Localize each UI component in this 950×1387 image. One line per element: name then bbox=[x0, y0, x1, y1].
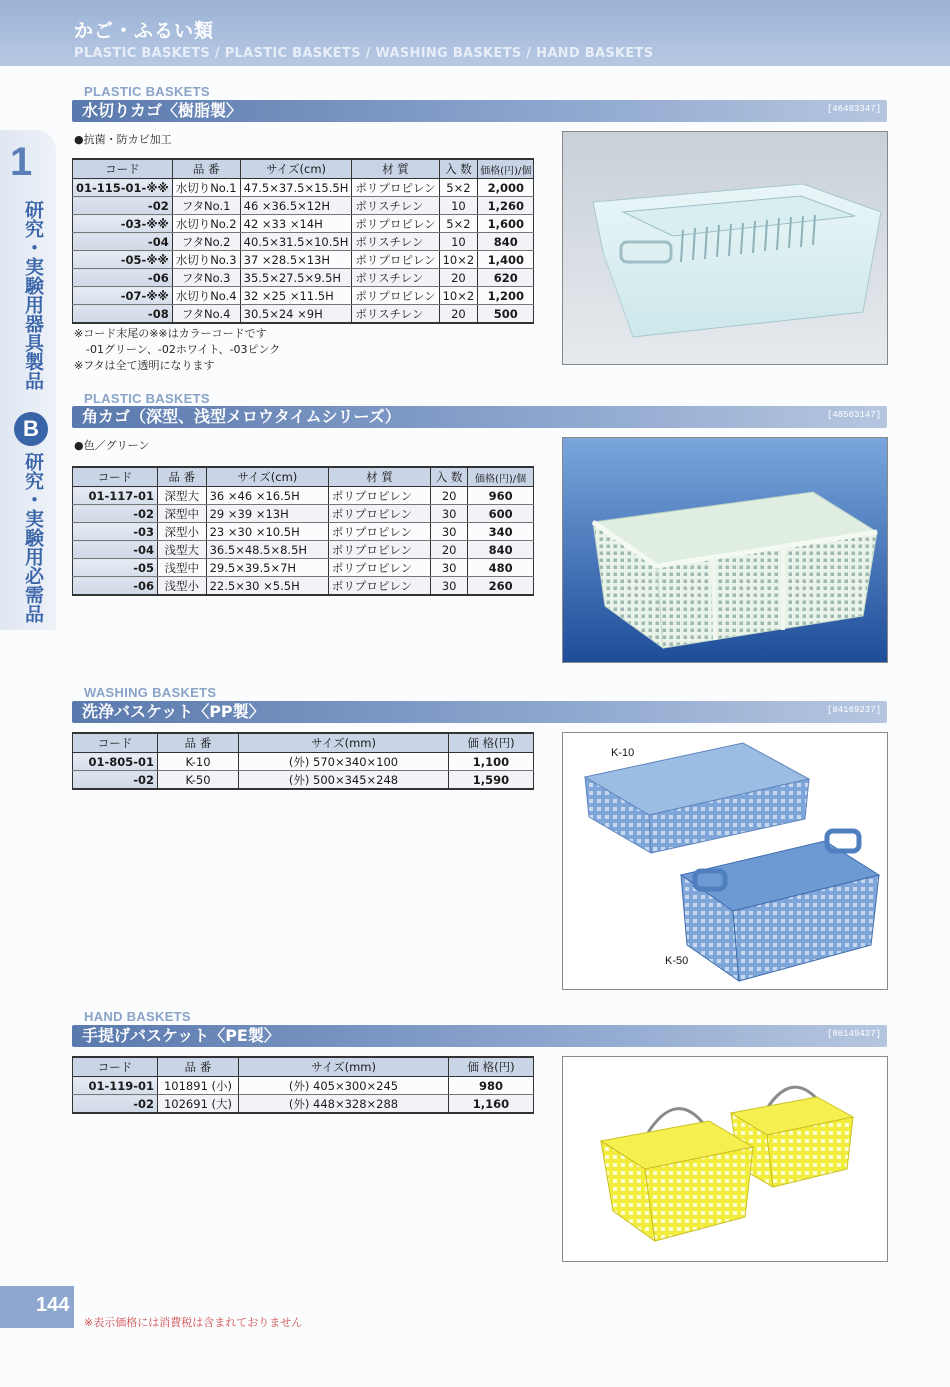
cell-size: (外) 570×340×100 bbox=[239, 753, 449, 771]
cell-code: -06 bbox=[73, 269, 173, 287]
cell-item: 水切りNo.2 bbox=[172, 215, 240, 233]
section-badge: B bbox=[14, 412, 48, 446]
section1-title-bar bbox=[72, 100, 887, 122]
col-size: サイズ(cm) bbox=[206, 467, 328, 487]
section2-code: [48563147] bbox=[826, 410, 881, 420]
cell-code: -02 bbox=[73, 197, 173, 215]
cell-code: -03 bbox=[73, 523, 158, 541]
cell-material: ポリプロピレン bbox=[352, 179, 439, 197]
cell-size: 36.5×48.5×8.5H bbox=[206, 541, 328, 559]
photo-label-k10: K-10 bbox=[611, 747, 635, 759]
cell-price: 960 bbox=[468, 487, 534, 505]
cell-code: -02 bbox=[73, 505, 158, 523]
cell-size: 22.5×30 ×5.5H bbox=[206, 577, 328, 596]
table-header-row bbox=[73, 733, 534, 753]
table-row bbox=[73, 215, 534, 233]
cell-qty: 5×2 bbox=[439, 179, 478, 197]
section3-en-heading: WASHING BASKETS bbox=[84, 685, 217, 700]
cell-code: -05-※※ bbox=[73, 251, 173, 269]
section1-code: [46483347] bbox=[826, 104, 881, 114]
table-row bbox=[73, 197, 534, 215]
section1-footnote-3: ※フタは全て透明になります bbox=[74, 359, 215, 372]
cell-size: 30.5×24 ×9H bbox=[240, 305, 352, 324]
cell-item: フタNo.3 bbox=[172, 269, 240, 287]
table-row bbox=[73, 753, 534, 771]
section4-en-heading: HAND BASKETS bbox=[84, 1009, 191, 1024]
section-title: 研究・実験用必需品 bbox=[22, 452, 44, 623]
hand-basket-photo bbox=[562, 1056, 888, 1262]
section3-table bbox=[72, 732, 534, 790]
cell-price: 340 bbox=[468, 523, 534, 541]
section1-note: ●抗菌・防カビ加工 bbox=[74, 133, 172, 146]
cell-material: ポリスチレン bbox=[352, 269, 439, 287]
cell-item: 水切りNo.4 bbox=[172, 287, 240, 305]
cell-material: ポリプロピレン bbox=[352, 287, 439, 305]
cell-item: 水切りNo.3 bbox=[172, 251, 240, 269]
table-header-row bbox=[73, 1057, 534, 1077]
col-price: 価格(円)/個 bbox=[468, 467, 534, 487]
cell-price: 1,160 bbox=[449, 1095, 534, 1114]
cell-qty: 10 bbox=[439, 233, 478, 251]
col-price: 価 格(円) bbox=[449, 1057, 534, 1077]
section3-title-bar bbox=[72, 701, 887, 723]
table-header-row bbox=[73, 159, 534, 179]
cell-item: フタNo.1 bbox=[172, 197, 240, 215]
col-item: 品 番 bbox=[172, 159, 240, 179]
table-row bbox=[73, 559, 534, 577]
cell-material: ポリプロピレン bbox=[328, 487, 430, 505]
cell-qty: 30 bbox=[431, 577, 468, 596]
cell-qty: 10 bbox=[439, 197, 478, 215]
section3-title: 洗浄バスケット〈PP製〉 bbox=[82, 702, 265, 721]
cell-item: 浅型中 bbox=[158, 559, 207, 577]
cell-size: 40.5×31.5×10.5H bbox=[240, 233, 352, 251]
cell-price: 600 bbox=[468, 505, 534, 523]
cell-price: 1,590 bbox=[449, 771, 534, 790]
drain-basket-photo bbox=[562, 131, 888, 365]
table-row bbox=[73, 305, 534, 324]
cell-size: 37 ×28.5×13H bbox=[240, 251, 352, 269]
cell-material: ポリスチレン bbox=[352, 305, 439, 324]
cell-qty: 5×2 bbox=[439, 215, 478, 233]
section1-title: 水切りカゴ〈樹脂製〉 bbox=[82, 101, 243, 120]
cell-size: (外) 500×345×248 bbox=[239, 771, 449, 790]
page-number: 144 bbox=[36, 1294, 70, 1316]
section1-table bbox=[72, 158, 534, 324]
cell-item: 水切りNo.1 bbox=[172, 179, 240, 197]
table-row bbox=[73, 269, 534, 287]
cell-item: 102691 (大) bbox=[158, 1095, 239, 1114]
cell-item: 深型中 bbox=[158, 505, 207, 523]
cell-code: -04 bbox=[73, 541, 158, 559]
cell-size: 35.5×27.5×9.5H bbox=[240, 269, 352, 287]
col-item: 品 番 bbox=[158, 467, 207, 487]
cell-code: -02 bbox=[73, 1095, 158, 1114]
col-code: コード bbox=[73, 467, 158, 487]
section3-code: [84169237] bbox=[826, 705, 881, 715]
cell-item: 浅型小 bbox=[158, 577, 207, 596]
col-price: 価 格(円) bbox=[449, 733, 534, 753]
col-material: 材 質 bbox=[352, 159, 439, 179]
cell-size: (外) 448×328×288 bbox=[239, 1095, 449, 1114]
cell-item: 101891 (小) bbox=[158, 1077, 239, 1095]
cell-price: 1,100 bbox=[449, 753, 534, 771]
cell-code: -04 bbox=[73, 233, 173, 251]
cell-item: K-50 bbox=[158, 771, 239, 790]
cell-price: 840 bbox=[468, 541, 534, 559]
section2-title: 角カゴ（深型、浅型メロウタイムシリーズ） bbox=[82, 407, 401, 426]
cell-price: 620 bbox=[478, 269, 534, 287]
table-row bbox=[73, 233, 534, 251]
cell-price: 1,200 bbox=[478, 287, 534, 305]
cell-code: -06 bbox=[73, 577, 158, 596]
cell-price: 480 bbox=[468, 559, 534, 577]
cell-size: 29.5×39.5×7H bbox=[206, 559, 328, 577]
cell-code: -02 bbox=[73, 771, 158, 790]
cell-price: 1,600 bbox=[478, 215, 534, 233]
cell-item: 深型小 bbox=[158, 523, 207, 541]
cell-code: -03-※※ bbox=[73, 215, 173, 233]
col-size: サイズ(mm) bbox=[239, 1057, 449, 1077]
chapter-title: 研究・実験用器具製品 bbox=[22, 200, 44, 390]
section1-en-heading: PLASTIC BASKETS bbox=[84, 84, 210, 99]
cell-qty: 30 bbox=[431, 559, 468, 577]
section2-table bbox=[72, 466, 534, 596]
col-code: コード bbox=[73, 1057, 158, 1077]
cell-size: 29 ×39 ×13H bbox=[206, 505, 328, 523]
col-code: コード bbox=[73, 159, 173, 179]
cell-material: ポリスチレン bbox=[352, 233, 439, 251]
page-title: かご・ふるい類 bbox=[74, 20, 215, 42]
cell-material: ポリプロピレン bbox=[352, 251, 439, 269]
cell-material: ポリプロピレン bbox=[328, 559, 430, 577]
table-row bbox=[73, 1077, 534, 1095]
cell-qty: 20 bbox=[431, 541, 468, 559]
cell-price: 1,260 bbox=[478, 197, 534, 215]
footer-tax-note: ※表示価格には消費税は含まれておりません bbox=[84, 1316, 303, 1329]
table-row bbox=[73, 1095, 534, 1114]
cell-material: ポリプロピレン bbox=[352, 215, 439, 233]
section2-title-bar bbox=[72, 406, 887, 428]
cell-price: 260 bbox=[468, 577, 534, 596]
cell-price: 840 bbox=[478, 233, 534, 251]
cell-size: 47.5×37.5×15.5H bbox=[240, 179, 352, 197]
section1-footnote-2: -01グリーン、-02ホワイト、-03ピンク bbox=[86, 343, 281, 356]
col-item: 品 番 bbox=[158, 733, 239, 753]
section4-title: 手提げバスケット〈PE製〉 bbox=[82, 1026, 280, 1045]
col-code: コード bbox=[73, 733, 158, 753]
col-size: サイズ(cm) bbox=[240, 159, 352, 179]
section4-table bbox=[72, 1056, 534, 1114]
cell-code: -08 bbox=[73, 305, 173, 324]
cell-qty: 20 bbox=[439, 305, 478, 324]
washing-basket-photo bbox=[562, 732, 888, 990]
cell-code: -05 bbox=[73, 559, 158, 577]
col-size: サイズ(mm) bbox=[239, 733, 449, 753]
cell-qty: 10×2 bbox=[439, 287, 478, 305]
cell-material: ポリプロピレン bbox=[328, 523, 430, 541]
table-row bbox=[73, 577, 534, 596]
table-row bbox=[73, 251, 534, 269]
table-header-row bbox=[73, 467, 534, 487]
table-row bbox=[73, 487, 534, 505]
cell-price: 500 bbox=[478, 305, 534, 324]
cell-item: 深型大 bbox=[158, 487, 207, 505]
cell-code: 01-115-01-※※ bbox=[73, 179, 173, 197]
cell-material: ポリプロピレン bbox=[328, 541, 430, 559]
cell-qty: 10×2 bbox=[439, 251, 478, 269]
section2-note: ●色／グリーン bbox=[74, 439, 150, 452]
cell-qty: 30 bbox=[431, 523, 468, 541]
cell-code: 01-119-01 bbox=[73, 1077, 158, 1095]
section4-code: [86149437] bbox=[826, 1029, 881, 1039]
photo-label-k50: K-50 bbox=[665, 955, 689, 967]
cell-material: ポリプロピレン bbox=[328, 577, 430, 596]
cell-qty: 20 bbox=[431, 487, 468, 505]
cell-qty: 20 bbox=[439, 269, 478, 287]
section2-en-heading: PLASTIC BASKETS bbox=[84, 391, 210, 406]
cell-size: 42 ×33 ×14H bbox=[240, 215, 352, 233]
col-material: 材 質 bbox=[328, 467, 430, 487]
cell-price: 2,000 bbox=[478, 179, 534, 197]
table-row bbox=[73, 523, 534, 541]
chapter-number: 1 bbox=[10, 140, 33, 184]
cell-size: 23 ×30 ×10.5H bbox=[206, 523, 328, 541]
table-row bbox=[73, 287, 534, 305]
cell-code: -07-※※ bbox=[73, 287, 173, 305]
col-item: 品 番 bbox=[158, 1057, 239, 1077]
table-row bbox=[73, 771, 534, 790]
col-qty: 入 数 bbox=[431, 467, 468, 487]
page-subtitle: PLASTIC BASKETS / PLASTIC BASKETS / WASHING BASKETS / HAND BASKETS bbox=[74, 46, 654, 61]
cell-item: 浅型大 bbox=[158, 541, 207, 559]
cell-size: (外) 405×300×245 bbox=[239, 1077, 449, 1095]
cell-material: ポリプロピレン bbox=[328, 505, 430, 523]
col-qty: 入 数 bbox=[439, 159, 478, 179]
cell-size: 46 ×36.5×12H bbox=[240, 197, 352, 215]
cell-code: 01-805-01 bbox=[73, 753, 158, 771]
cell-size: 32 ×25 ×11.5H bbox=[240, 287, 352, 305]
cell-code: 01-117-01 bbox=[73, 487, 158, 505]
table-row bbox=[73, 541, 534, 559]
table-row bbox=[73, 179, 534, 197]
cell-item: K-10 bbox=[158, 753, 239, 771]
cell-qty: 30 bbox=[431, 505, 468, 523]
cell-size: 36 ×46 ×16.5H bbox=[206, 487, 328, 505]
col-price: 価格(円)/個 bbox=[478, 159, 534, 179]
table-row bbox=[73, 505, 534, 523]
cell-price: 1,400 bbox=[478, 251, 534, 269]
cell-item: フタNo.4 bbox=[172, 305, 240, 324]
section4-title-bar bbox=[72, 1025, 887, 1047]
section1-footnote-1: ※コード末尾の※※はカラーコードです bbox=[74, 327, 267, 340]
cell-item: フタNo.2 bbox=[172, 233, 240, 251]
cell-material: ポリスチレン bbox=[352, 197, 439, 215]
cell-price: 980 bbox=[449, 1077, 534, 1095]
square-basket-photo bbox=[562, 437, 888, 663]
